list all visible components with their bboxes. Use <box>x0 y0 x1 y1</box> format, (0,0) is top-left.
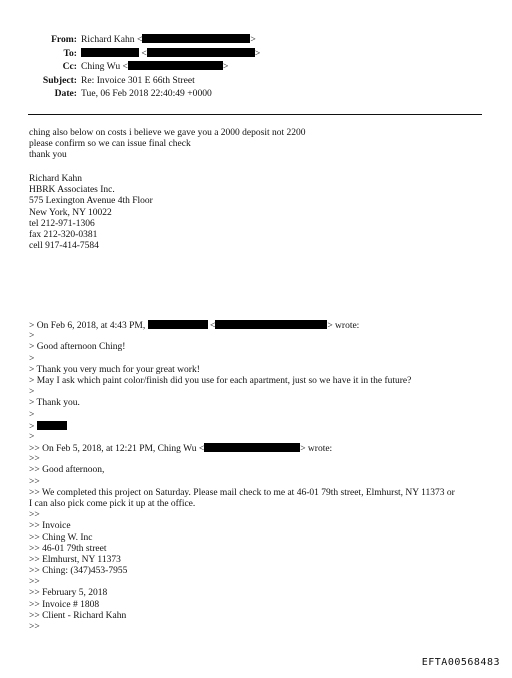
signature-block <box>29 174 153 252</box>
quote-line: >> <box>29 622 40 632</box>
quote-line: > <box>29 431 35 442</box>
redaction-bar <box>37 421 67 430</box>
date-row <box>0 87 512 101</box>
quote-intro: > On Feb 6, 2018, at 4:43 PM, < > wrote: <box>29 321 360 331</box>
cc-row <box>0 60 512 74</box>
quote-line: >> Client - Richard Kahn <box>29 610 127 621</box>
signature-line: New York, NY 10022 <box>29 207 112 218</box>
quote-line: >> Good afternoon, <box>29 465 105 476</box>
subject-row <box>0 74 512 88</box>
cc-label: Cc: <box>62 61 77 73</box>
date-label: Date: <box>54 88 77 100</box>
quote-line: >> <box>29 454 40 465</box>
body-line: thank you <box>29 150 67 161</box>
quote-line: >> Invoice <box>29 521 71 532</box>
quote-line: >> <box>29 577 40 588</box>
quoted-message-1 <box>29 320 411 443</box>
quote-line: I can also pick come pick it up at the office. <box>29 498 196 509</box>
document-id-stamp: EFTA00568483 <box>421 657 500 668</box>
quote-line: > Thank you. <box>29 398 80 409</box>
quote-line: >> Elmhurst, NY 11373 <box>29 554 121 565</box>
quote-line: >> 46-01 79th street <box>29 543 107 554</box>
to-close: > <box>254 47 261 59</box>
quote-line: >> Ching: (347)453-7955 <box>29 566 128 577</box>
to-label: To: <box>63 47 77 59</box>
quote-line: > <box>29 387 35 398</box>
redaction-bar <box>147 48 255 57</box>
quote-line: >> Invoice # 1808 <box>29 599 100 610</box>
subject-label: Subject: <box>42 74 77 86</box>
redaction-bar <box>142 34 250 43</box>
quote-line: >> We completed this project on Saturday. Please mail check to me at 46-01 79th street, Elmhurst, NY 11373 or <box>29 487 455 498</box>
cc-close: > <box>222 61 229 73</box>
quote-line: > <box>29 353 35 364</box>
quote-line: >> Ching W. Inc <box>29 532 93 543</box>
quoted-message-2 <box>29 443 455 633</box>
signature-line: Richard Kahn <box>29 174 83 184</box>
quote-line: > <box>29 421 411 432</box>
to-row <box>0 47 512 61</box>
cc-value: Ching Wu < <box>81 61 128 73</box>
body-line: ching also below on costs i believe we gave you a 2000 deposit not 2200 <box>29 128 306 138</box>
quote-line: >> February 5, 2018 <box>29 588 108 599</box>
subject-value: Re: Invoice 301 E 66th Street <box>81 74 195 86</box>
email-header <box>0 33 512 101</box>
signature-line: fax 212-320-0381 <box>29 229 98 240</box>
from-row <box>0 33 512 47</box>
quote-line: >> <box>29 476 40 487</box>
quote-intro: >> On Feb 5, 2018, at 12:21 PM, Ching Wu < > wrote: <box>29 444 333 454</box>
signature-line: 575 Lexington Avenue 4th Floor <box>29 196 153 207</box>
redaction-bar <box>128 61 223 70</box>
from-label: From: <box>51 34 77 45</box>
redaction-bar <box>215 320 327 329</box>
quote-line: >> <box>29 510 40 521</box>
signature-line: cell 917-414-7584 <box>29 241 99 252</box>
quote-line: > <box>29 409 35 420</box>
quote-line: > Good afternoon Ching! <box>29 342 126 353</box>
header-divider <box>28 114 482 115</box>
from-close: > <box>250 34 256 45</box>
quote-line: > Thank you very much for your great work! <box>29 364 200 375</box>
to-mid: < <box>141 47 147 59</box>
date-value: Tue, 06 Feb 2018 22:40:49 +0000 <box>81 88 212 100</box>
quote-line: > <box>29 331 35 342</box>
message-body <box>29 128 306 162</box>
from-value: Richard Kahn < <box>81 34 143 45</box>
body-line: please confirm so we can issue final check <box>29 139 191 150</box>
redaction-bar <box>81 48 139 57</box>
signature-line: tel 212-971-1306 <box>29 218 95 229</box>
quote-line: > May I ask which paint color/finish did you use for each apartment, just so we have it in the future? <box>29 375 412 386</box>
signature-line: HBRK Associates Inc. <box>29 185 115 196</box>
redaction-bar <box>148 320 208 329</box>
redaction-bar <box>204 443 300 452</box>
